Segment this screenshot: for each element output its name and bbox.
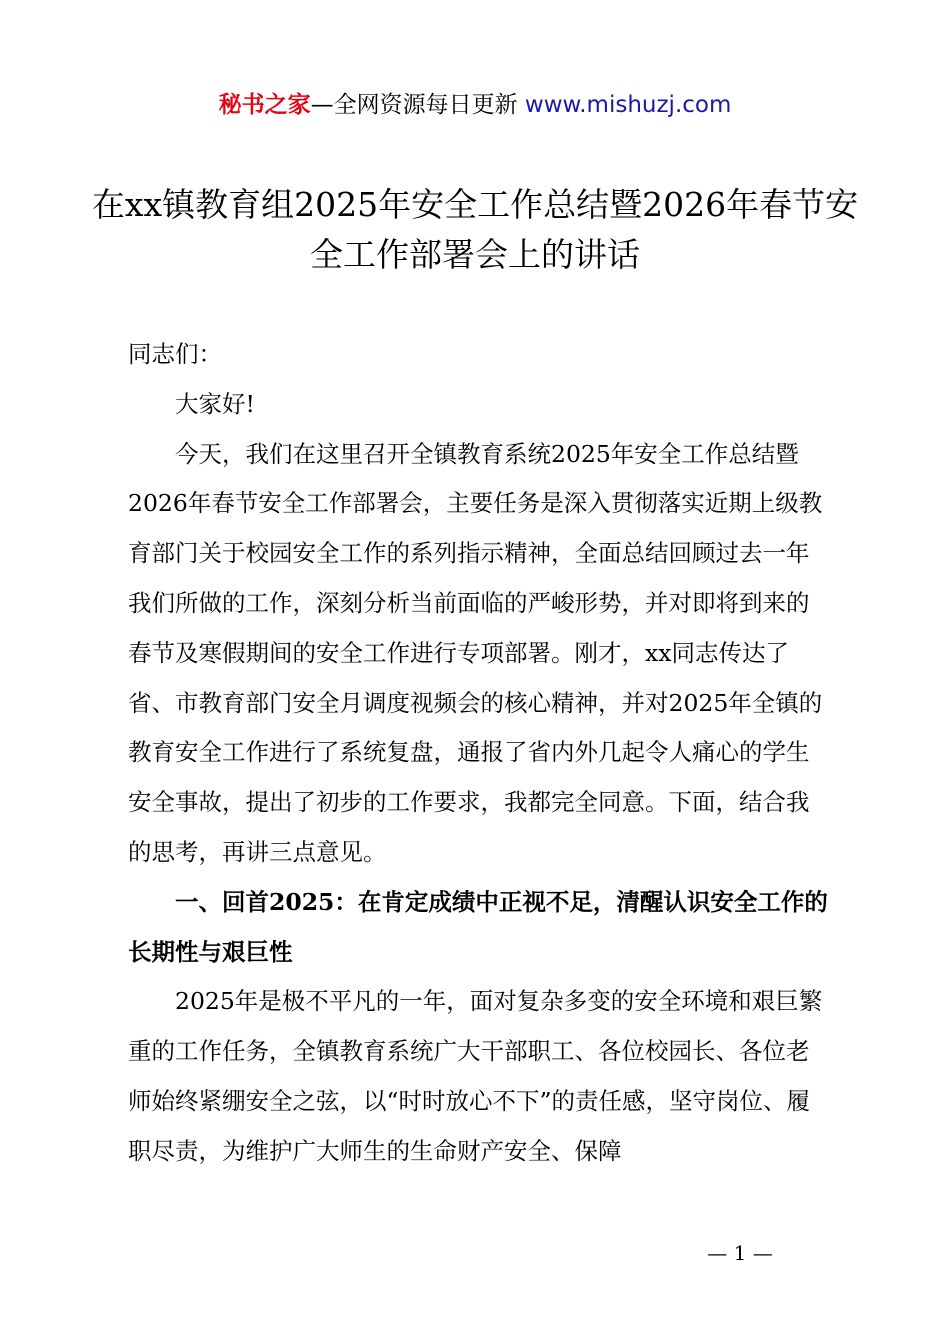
site-brand: 秘书之家	[218, 92, 311, 118]
page-number: — 1 —	[707, 1241, 773, 1265]
section-heading-1: 一、回首2025：在肯定成绩中正视不足，清醒认识安全工作的长期性与艰巨性	[128, 887, 828, 966]
paragraph-intro: 今天，我们在这里召开全镇教育系统2025年安全工作总结暨2026年春节安全工作部署会，主要任务是深入贯彻落实近期上级教育部门关于校园安全工作的系列指示精神，全面总结回顾过去一年我们所做的工作，深刻分析当前面临的严峻形势，并对即将到来的春节及寒假期间的安全工作进行专项部署。刚才，xx同志传达了省、市教育部门安全月调度视频会的核心精神，并对2025年全镇的教育安全工作进行了系统复盘，通报了省内外几起令人痛心的学生安全事故，提出了初步的工作要求，我都完全同意。下面，结合我的思考，再讲三点意见。	[128, 439, 823, 866]
site-tagline: —全网资源每日更新	[310, 92, 525, 118]
site-header	[0, 88, 950, 122]
salutation: 同志们：	[128, 340, 222, 368]
document-body	[128, 330, 832, 1177]
paragraph-section-1: 2025年是极不平凡的一年，面对复杂多变的安全环境和艰巨繁重的工作任务，全镇教育系统广大干部职工、各位校园长、各位老师始终紧绷安全之弦，以“时时放心不下”的责任感，坚守岗位、履职尽责，为维护广大师生的生命财产安全、保障	[128, 987, 823, 1165]
site-url-link[interactable]: www.mishuzj.com	[524, 92, 732, 118]
document-title: 在xx镇教育组2025年安全工作总结暨2026年春节安全工作部署会上的讲话	[91, 185, 859, 274]
greeting: 大家好!	[175, 389, 255, 418]
